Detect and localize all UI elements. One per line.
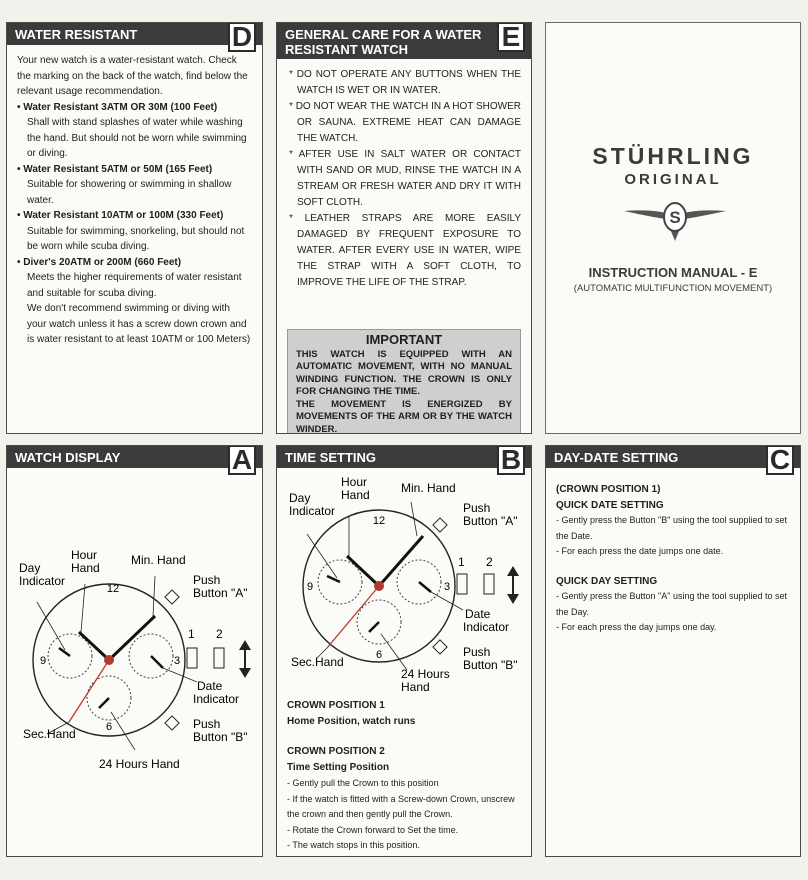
label-pushb-2: Button "B" bbox=[463, 658, 518, 672]
label-date: Date bbox=[465, 607, 491, 621]
step-item: - Rotate the Crown forward to Set the time. bbox=[287, 824, 459, 835]
important-text: THIS WATCH IS EQUIPPED WITH AN AUTOMATIC MOVEMENT, WITH NO MANUAL WINDING FUNCTION. THE CROWN IS ONLY FOR CHANGING THE TIME. bbox=[296, 348, 512, 397]
item-heading: • Water Resistant 10ATM or 100M (330 Feet) bbox=[17, 210, 224, 221]
numeral-6: 6 bbox=[375, 649, 383, 661]
important-text-2: THE MOVEMENT IS ENERGIZED BY MOVEMENTS OF THE ARM OR BY THE WATCH WINDER. bbox=[296, 398, 512, 434]
numeral-9: 9 bbox=[307, 581, 314, 593]
label-24h: 24 Hours Hand bbox=[99, 757, 180, 771]
section-letter: E bbox=[497, 22, 525, 52]
crown-position-label: (CROWN POSITION 1) bbox=[556, 484, 661, 495]
step-item: - Gently press the Button "A" using the tool supplied to set the Day. bbox=[556, 591, 788, 617]
numeral-12: 12 bbox=[372, 515, 386, 527]
label-day: Day bbox=[289, 491, 311, 505]
brand-logo-icon bbox=[622, 195, 728, 245]
quick-date-title: QUICK DATE SETTING bbox=[556, 499, 664, 511]
label-hour-2: Hand bbox=[341, 488, 370, 502]
panel-header bbox=[7, 23, 262, 45]
label-pos-2: 2 bbox=[216, 627, 223, 641]
numeral-9: 9 bbox=[40, 655, 47, 667]
panel-title: TIME SETTING bbox=[285, 450, 376, 465]
brand-name: STÜHRLING bbox=[592, 143, 754, 169]
numeral-12: 12 bbox=[106, 583, 120, 595]
step-item: - For each press the day jumps one day. bbox=[556, 622, 717, 632]
important-box bbox=[287, 329, 521, 434]
care-list bbox=[287, 67, 521, 291]
label-pusha: Push bbox=[193, 573, 221, 587]
crown-position-2-text: Time Setting Position bbox=[287, 762, 390, 773]
label-24h: 24 Hours bbox=[401, 667, 450, 681]
step-item: - Gently pull the Crown to this position bbox=[287, 778, 439, 788]
step-item: - Gently press the Button "B" using the tool supplied to set the Date. bbox=[556, 515, 788, 541]
quick-date-steps bbox=[556, 513, 790, 560]
manual-subtitle: (AUTOMATIC MULTIFUNCTION MOVEMENT) bbox=[573, 283, 773, 294]
item-text: Meets the higher requirements of water resistant and suitable for scuba diving. bbox=[27, 272, 242, 299]
intro-text: Your new watch is a water-resistant watch. Check the marking on the back of the watch, find below the relevant usage recommendation. bbox=[17, 55, 248, 97]
logo-letter: S bbox=[669, 208, 681, 227]
step-item: - The watch stops in this position. bbox=[287, 840, 420, 850]
label-date-2: Indicator bbox=[193, 692, 240, 706]
day-date-instructions bbox=[556, 482, 790, 636]
label-pusha: Push bbox=[463, 501, 491, 515]
item-text: Shall with stand splashes of water while washing the hand. But should not be worn while swimming or diving. bbox=[27, 117, 247, 159]
crown-position-1-text: Home Position, watch runs bbox=[287, 716, 416, 727]
label-pos-1: 1 bbox=[458, 555, 465, 569]
outro-text: We don't recommend swimming or diving with your watch unless it has a screw down crown and is water resistant to at least 10ATM or 100 Meters) bbox=[27, 303, 251, 345]
label-sec: Sec.Hand bbox=[291, 655, 344, 669]
item-heading: • Water Resistant 3ATM OR 30M (100 Feet) bbox=[17, 101, 218, 113]
item-text: Suitable for swimming, snorkeling, but should not be worn while scuba diving. bbox=[27, 225, 245, 252]
crown-position-2-title: CROWN POSITION 2 bbox=[287, 746, 385, 757]
panel-title: WATER RESISTANT bbox=[15, 27, 138, 42]
important-title: IMPORTANT bbox=[365, 332, 443, 347]
crown-instructions bbox=[287, 698, 521, 854]
panel-general-care bbox=[276, 22, 532, 434]
label-hour: Hour bbox=[71, 548, 98, 562]
care-item: * AFTER USE IN SALT WATER OR CONTACT WITH SAND OR MUD, RINSE THE WATCH IN A STREAM OR FRESH WATER AND DRY IT WITH SOFT CLOTH. bbox=[289, 149, 521, 208]
quick-day-steps bbox=[556, 589, 790, 636]
manual-title: INSTRUCTION MANUAL - E bbox=[588, 265, 758, 280]
label-day-2: Indicator bbox=[19, 574, 66, 588]
label-pushb: Push bbox=[463, 645, 491, 659]
label-min: Min. Hand bbox=[131, 553, 186, 567]
label-pushb: Push bbox=[193, 717, 221, 731]
panel-header bbox=[277, 446, 531, 468]
numeral-3: 3 bbox=[174, 655, 181, 667]
label-pos-1: 1 bbox=[188, 627, 195, 641]
label-pusha-2: Button "A" bbox=[463, 514, 518, 528]
item-heading: • Diver's 20ATM or 200M (660 Feet) bbox=[17, 256, 182, 268]
item-text: Suitable for showering or swimming in shallow water. bbox=[27, 179, 232, 206]
care-item: * DO NOT WEAR THE WATCH IN A HOT SHOWER OR SAUNA. EXTREME HEAT CAN DAMAGE THE WATCH. bbox=[289, 101, 521, 144]
panel-water-resistant bbox=[6, 22, 263, 434]
label-hour: Hour bbox=[341, 475, 368, 489]
time-setting-diagram bbox=[277, 472, 531, 698]
label-day-2: Indicator bbox=[289, 504, 336, 518]
numeral-3: 3 bbox=[444, 581, 451, 593]
numeral-6: 6 bbox=[105, 721, 113, 733]
section-letter: A bbox=[228, 445, 256, 475]
step-item: - If the watch is fitted with a Screw-down Crown, unscrew the crown and then gently pull the Crown. bbox=[287, 793, 515, 819]
panel-day-date-setting bbox=[545, 445, 801, 857]
section-letter: C bbox=[766, 445, 794, 475]
care-item: * LEATHER STRAPS ARE MORE EASILY DAMAGED BY FREQUENT EXPOSURE TO WATER. AFTER EVERY USE IN WATER, WIPE THE STRAP WITH A SOFT CLOTH, TO IMPROVE THE LIFE OF THE STRAP. bbox=[289, 213, 521, 288]
step-list bbox=[287, 776, 521, 854]
quick-day-title: QUICK DAY SETTING bbox=[556, 575, 658, 587]
panel-title: WATCH DISPLAY bbox=[15, 450, 121, 465]
panel-title: DAY-DATE SETTING bbox=[554, 450, 679, 465]
watch-display-diagram bbox=[7, 472, 262, 772]
label-date-2: Indicator bbox=[463, 620, 510, 634]
panel-header bbox=[277, 23, 531, 59]
label-date: Date bbox=[197, 679, 223, 693]
crown-position-1-title: CROWN POSITION 1 bbox=[287, 700, 385, 711]
panel-title: GENERAL CARE FOR A WATER RESISTANT WATCH bbox=[285, 27, 482, 57]
panel-time-setting bbox=[276, 445, 532, 857]
section-letter: B bbox=[497, 445, 525, 475]
item-heading: • Water Resistant 5ATM or 50M (165 Feet) bbox=[17, 163, 213, 175]
panel-watch-display bbox=[6, 445, 263, 857]
section-letter: D bbox=[228, 22, 256, 52]
panel-header bbox=[546, 446, 800, 468]
panel-header bbox=[7, 446, 262, 468]
step-item: - For each press the date jumps one date. bbox=[556, 546, 724, 556]
label-pushb-2: Button "B" bbox=[193, 730, 248, 744]
panel-body bbox=[17, 53, 252, 348]
label-day: Day bbox=[19, 561, 41, 575]
label-pos-2: 2 bbox=[486, 555, 493, 569]
label-24h-2: Hand bbox=[401, 680, 430, 694]
brand-sub: ORIGINAL bbox=[624, 171, 722, 188]
care-item: * DO NOT OPERATE ANY BUTTONS WHEN THE WATCH IS WET OR IN WATER. bbox=[289, 69, 521, 96]
label-pusha-2: Button "A" bbox=[193, 586, 248, 600]
label-sec: Sec.Hand bbox=[23, 727, 76, 741]
label-hour-2: Hand bbox=[71, 561, 100, 575]
label-min: Min. Hand bbox=[401, 481, 456, 495]
panel-cover bbox=[545, 22, 801, 434]
